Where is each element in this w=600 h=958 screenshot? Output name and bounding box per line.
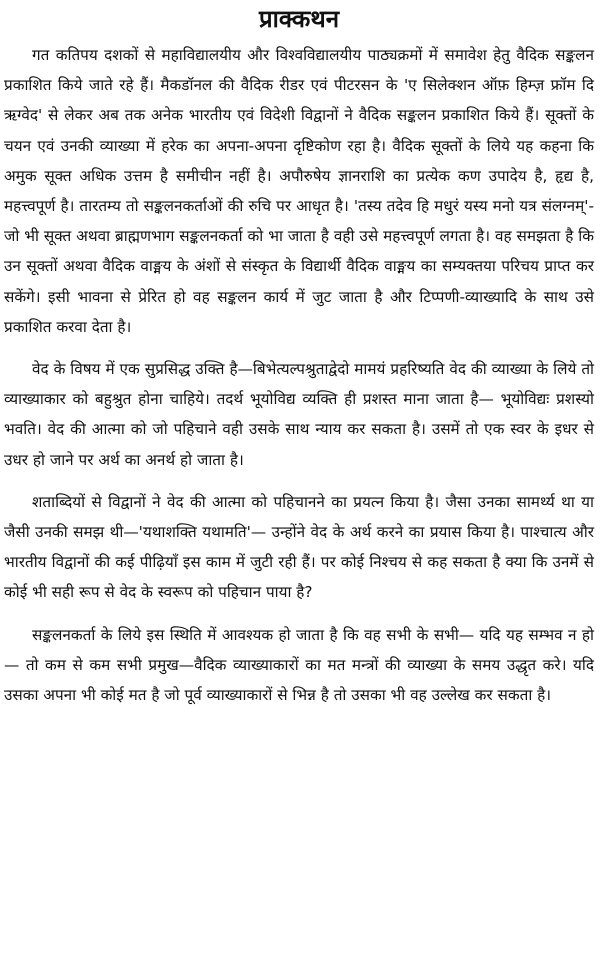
page-title: प्राक्कथन bbox=[258, 5, 340, 33]
paragraph-2: वेद के विषय में एक सुप्रसिद्ध उक्ति है—बिभेत्यल्पश्रुताद्वेदो मामयं प्रहरिष्यति वेद की व्याख्या के लिये तो व्याख्याकार को बहुश्रुत होना चाहिये। तदर्थ भूयोविद्य व्यक्ति ही प्रशस्त माना जाता है— भूयोविद्यः प्रशस्यो भवति। वेद की आत्मा को जो पहिचाने वही उसके साथ न्याय कर सकता है। उसमें तो एक स्वर के इधर से उधर हो जाने पर अर्थ का अनर्थ हो जाता है। bbox=[4, 360, 594, 469]
paragraph-3: शताब्दियों से विद्वानों ने वेद की आत्मा को पहिचानने का प्रयत्न किया है। जैसा उनका सामर्थ्य था या जैसी उनकी समझ थी—'यथाशक्ति यथामति'— उन्होंने वेद के अर्थ करने का प्रयास किया है। पाश्चात्य और भारतीय विद्वानों की कई पीढ़ियाँ इस काम में जुटी रही हैं। पर कोई निश्चय से कह सकता है क्या कि उनमें से कोई भी सही रूप से वेद के स्वरूप को पहिचान पाया है? bbox=[4, 492, 594, 602]
paragraph-1: गत कतिपय दशकों से महाविद्यालयीय और विश्वविद्यालयीय पाठ्यक्रमों में समावेश हेतु वैदिक सङ्कलन प्रकाशित किये जाते रहे हैं। मैकडॉनल की वैदिक रीडर एवं पीटरसन के 'ए सिलेक्शन ऑफ़ हिम्ज़ फ्रॉम दि ऋग्वेद' से लेकर अब तक अनेक भारतीय एवं विदेशी विद्वानों ने वैदिक सङ्कलन प्रकाशित किये हैं। सूक्तों के चयन एवं उनकी व्याख्या में हरेक का अपना-अपना दृष्टिकोण रहा है। वैदिक सूक्तों के लिये यह कहना कि अमुक सूक्त अधिक उत्तम है समीचीन नहीं है। अपौरुषेय ज्ञानराशि का प्रत्येक कण उपादेय है, हृद्य है, महत्त्वपूर्ण है। तारतम्य तो सङ्कलनकर्ताओं की रुचि पर आधृत है। 'तस्य तदेव हि मधुरं यस्य मनो यत्र संलग्नम्'- जो भी सूक्त अथवा ब्राह्मणभाग सङ्कलनकर्ता को भा जाता है वही उसे महत्त्वपूर्ण लगता है। वह समझता है कि उन सूक्तों अथवा वैदिक वाङ्मय के अंशों से संस्कृत के विद्यार्थी वैदिक वाङ्मय का सम्यक्तया परिचय प्राप्त कर सकेंगे। इसी भावना से प्रेरित हो वह सङ्कलन कार्य में जुट जाता है और टिप्पणी-व्याख्यादि के साथ उसे प्रकाशित करवा देता है। bbox=[4, 46, 594, 336]
paragraph-4: सङ्कलनकर्ता के लिये इस स्थिति में आवश्यक हो जाता है कि वह सभी के सभी— यदि यह सम्भव न हो— तो कम से कम सभी प्रमुख—वैदिक व्याख्याकारों का मत मन्त्रों की व्याख्या के समय उद्धृत करे। यदि उसका अपना भी कोई मत है जो पूर्व व्याख्याकारों से भिन्न है तो उसका भी वह उल्लेख कर सकता है। bbox=[4, 625, 594, 705]
